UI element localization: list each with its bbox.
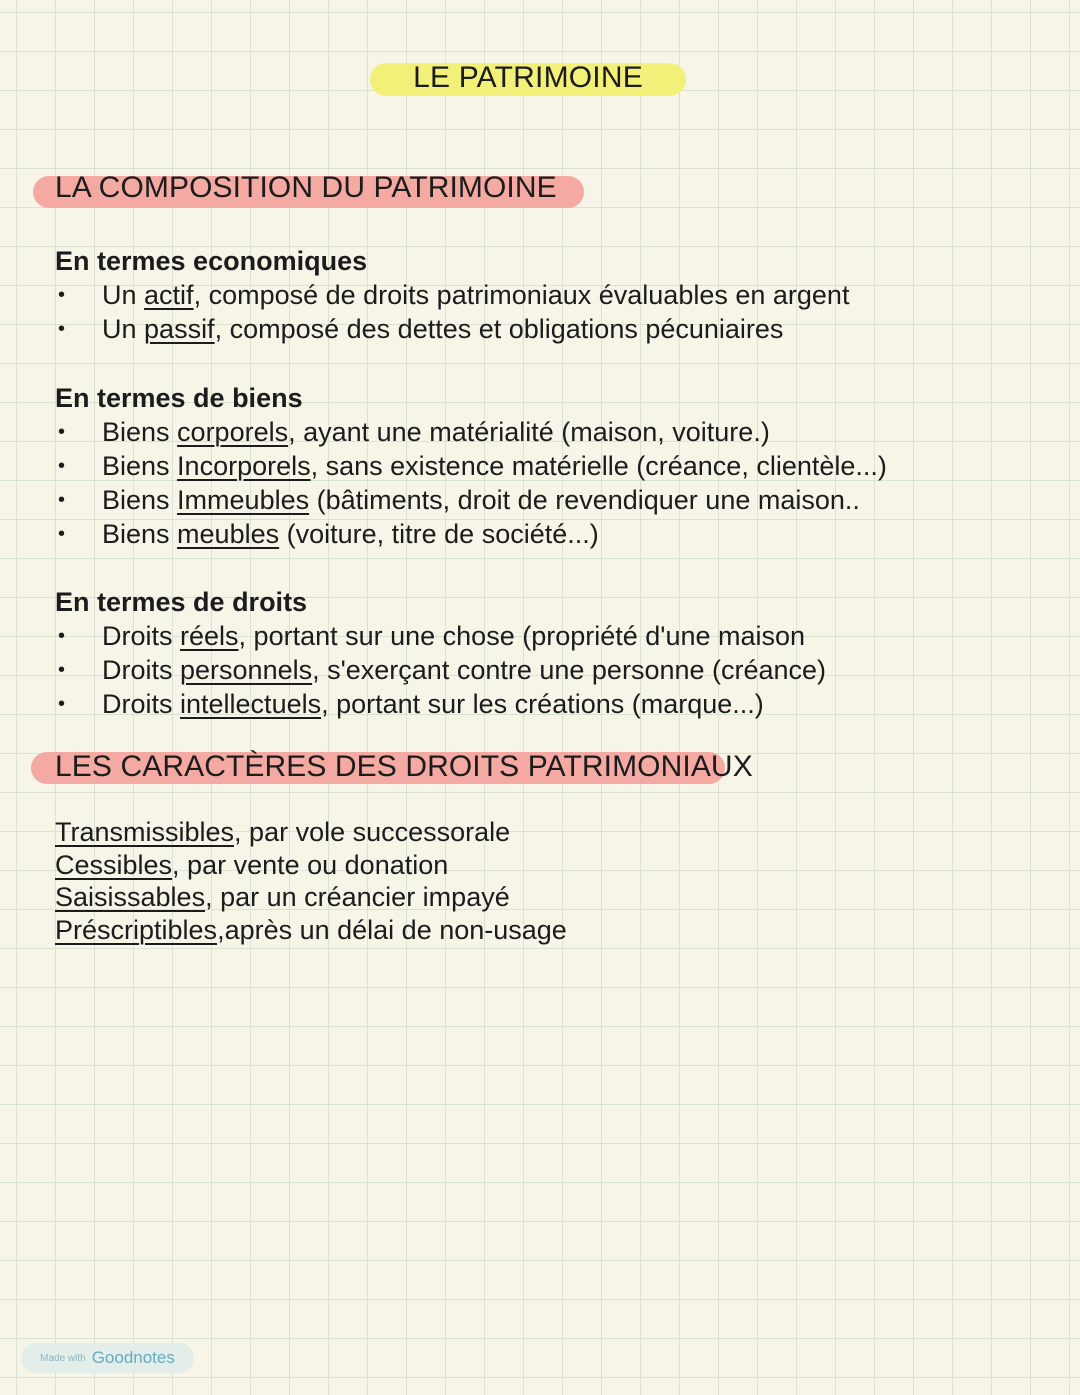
bullet-list <box>55 278 849 346</box>
key-term: intellectuels <box>180 689 322 719</box>
key-term: Transmissibles <box>55 817 235 847</box>
group-droits <box>55 585 826 721</box>
list-item: Saisissables, par un créancier impayé <box>55 882 510 912</box>
key-term: Immeubles <box>177 485 310 515</box>
characters-list <box>55 816 567 946</box>
bullet-icon: • <box>58 693 66 715</box>
bullet-icon: • <box>58 455 66 477</box>
group-heading: En termes economiques <box>55 246 368 276</box>
bullet-list <box>55 415 887 551</box>
goodnotes-logo: Goodnotes <box>91 1348 175 1367</box>
list-item: Préscriptibles,après un délai de non-usage <box>55 914 567 945</box>
bullet-icon: • <box>58 489 66 511</box>
bullet-icon: • <box>58 523 66 545</box>
page-title: LE PATRIMOINE <box>413 61 643 94</box>
key-term: Préscriptibles <box>55 914 218 945</box>
key-term: passif <box>144 314 215 344</box>
key-term: Cessibles <box>55 849 173 880</box>
list-item: • Un actif, composé de droits patrimoniaux évaluables en argent <box>58 280 850 310</box>
list-item: • Droits intellectuels, portant sur les créations (marque...) <box>58 689 764 719</box>
bullet-icon: • <box>58 421 66 443</box>
key-term: Saisissables <box>55 882 206 912</box>
key-term: corporels <box>177 417 289 447</box>
bullet-icon: • <box>58 659 66 681</box>
goodnotes-badge[interactable] <box>21 1343 194 1373</box>
list-item: • Droits personnels, s'exerçant contre une personne (créance) <box>58 655 827 685</box>
list-item: • Un passif, composé des dettes et obligations pécuniaires <box>58 314 784 344</box>
key-term: réels <box>180 621 239 651</box>
bullet-list <box>55 619 826 721</box>
list-item: • Biens Immeubles (bâtiments, droit de revendiquer une maison.. <box>58 485 860 515</box>
list-item: • Biens corporels, ayant une matérialité (maison, voiture.) <box>58 417 770 447</box>
list-item: • Biens meubles (voiture, titre de société...) <box>58 519 599 549</box>
key-term: actif <box>144 280 194 310</box>
key-term: meubles <box>177 519 280 549</box>
group-heading: En termes de biens <box>55 383 303 413</box>
key-term: Incorporels <box>177 451 311 481</box>
key-term: personnels <box>180 655 313 685</box>
group-economiques <box>55 244 849 346</box>
group-biens <box>55 381 887 551</box>
bullet-icon: • <box>58 625 66 647</box>
list-item: • Biens Incorporels, sans existence matérielle (créance, clientèle...) <box>58 451 887 481</box>
badge-made-with: Made with <box>40 1352 86 1364</box>
list-item: • Droits réels, portant sur une chose (propriété d'une maison <box>58 621 806 651</box>
list-item: Cessibles, par vente ou donation <box>55 849 449 880</box>
section-1-heading: LA COMPOSITION DU PATRIMOINE <box>55 171 557 204</box>
list-item: Transmissibles, par vole successorale <box>55 817 511 847</box>
bullet-icon: • <box>58 318 66 340</box>
bullet-icon: • <box>58 284 66 306</box>
section-2-heading: LES CARACTÈRES DES DROITS PATRIMONIAUX <box>55 750 753 783</box>
group-heading: En termes de droits <box>55 587 308 617</box>
